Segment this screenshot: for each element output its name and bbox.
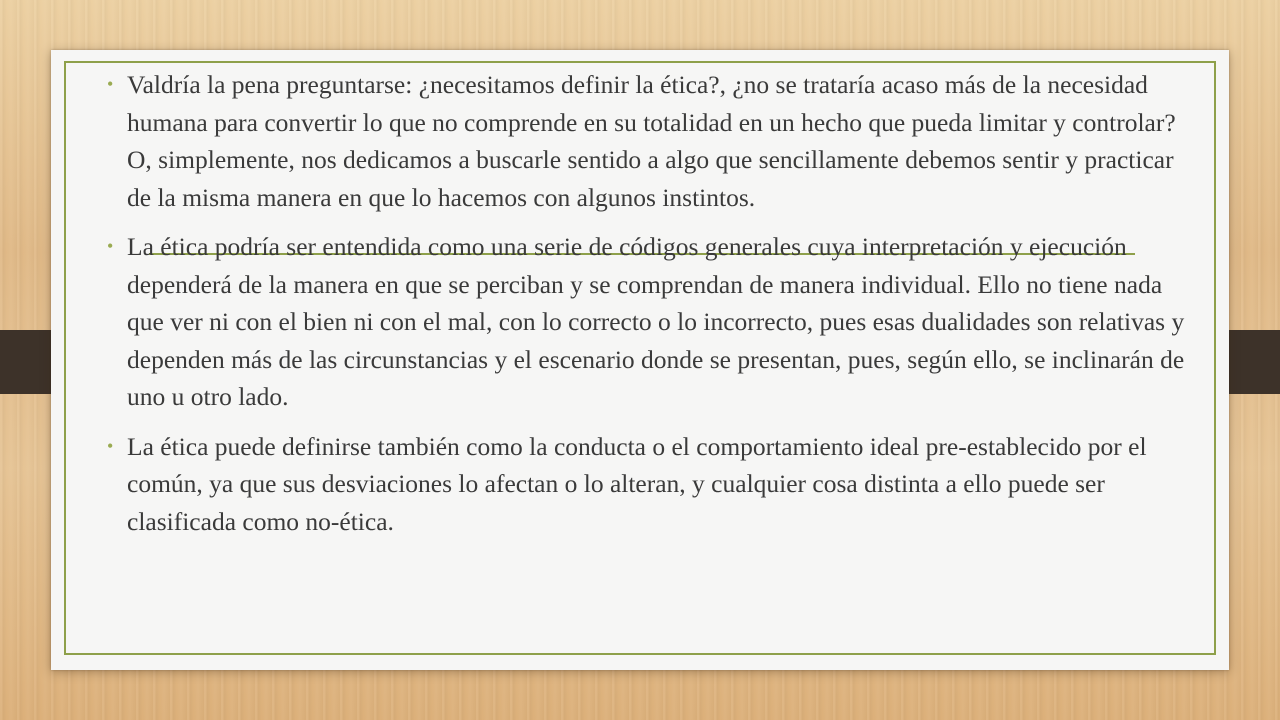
slide-content bbox=[107, 66, 1187, 552]
bullet-item-2 bbox=[107, 228, 1187, 416]
bullet-dot-icon: • bbox=[107, 435, 114, 456]
bullet-text: La ética podría ser entendida como una serie de códigos generales cuya interpretación y ejecución dependerá de la manera en que se perciban y se comprendan de manera individual. Ello no tiene nada que ver ni con el bien ni con el mal, con lo correcto o lo incorrecto, pues esas dualidades son relativas y dependen más de las circunstancias y el escenario donde se presentan, pues, según ello, se inclinarán de uno u otro lado. bbox=[127, 232, 1185, 411]
bullet-dot-icon: • bbox=[107, 236, 114, 256]
bullet-item-3 bbox=[107, 428, 1187, 541]
slide-paper bbox=[51, 50, 1229, 670]
bullet-item-1 bbox=[107, 66, 1187, 216]
bullet-text: Valdría la pena preguntarse: ¿necesitamos definir la ética?, ¿no se trataría acaso más de la necesidad humana para convertir lo que no comprende en su totalidad en un hecho que pueda limitar y controlar? O, simplemente, nos dedicamos a buscarle sentido a algo que sencillamente debemos sentir y practicar de la misma manera en que lo hacemos con algunos instintos. bbox=[127, 70, 1176, 212]
bullet-text: La ética puede definirse también como la conducta o el comportamiento ideal pre-establecido por el común, ya que sus desviaciones lo afectan o lo alteran, y cualquier cosa distinta a ello puede ser clasificada como no-ética. bbox=[127, 431, 1147, 536]
bullet-dot-icon: • bbox=[107, 74, 114, 94]
